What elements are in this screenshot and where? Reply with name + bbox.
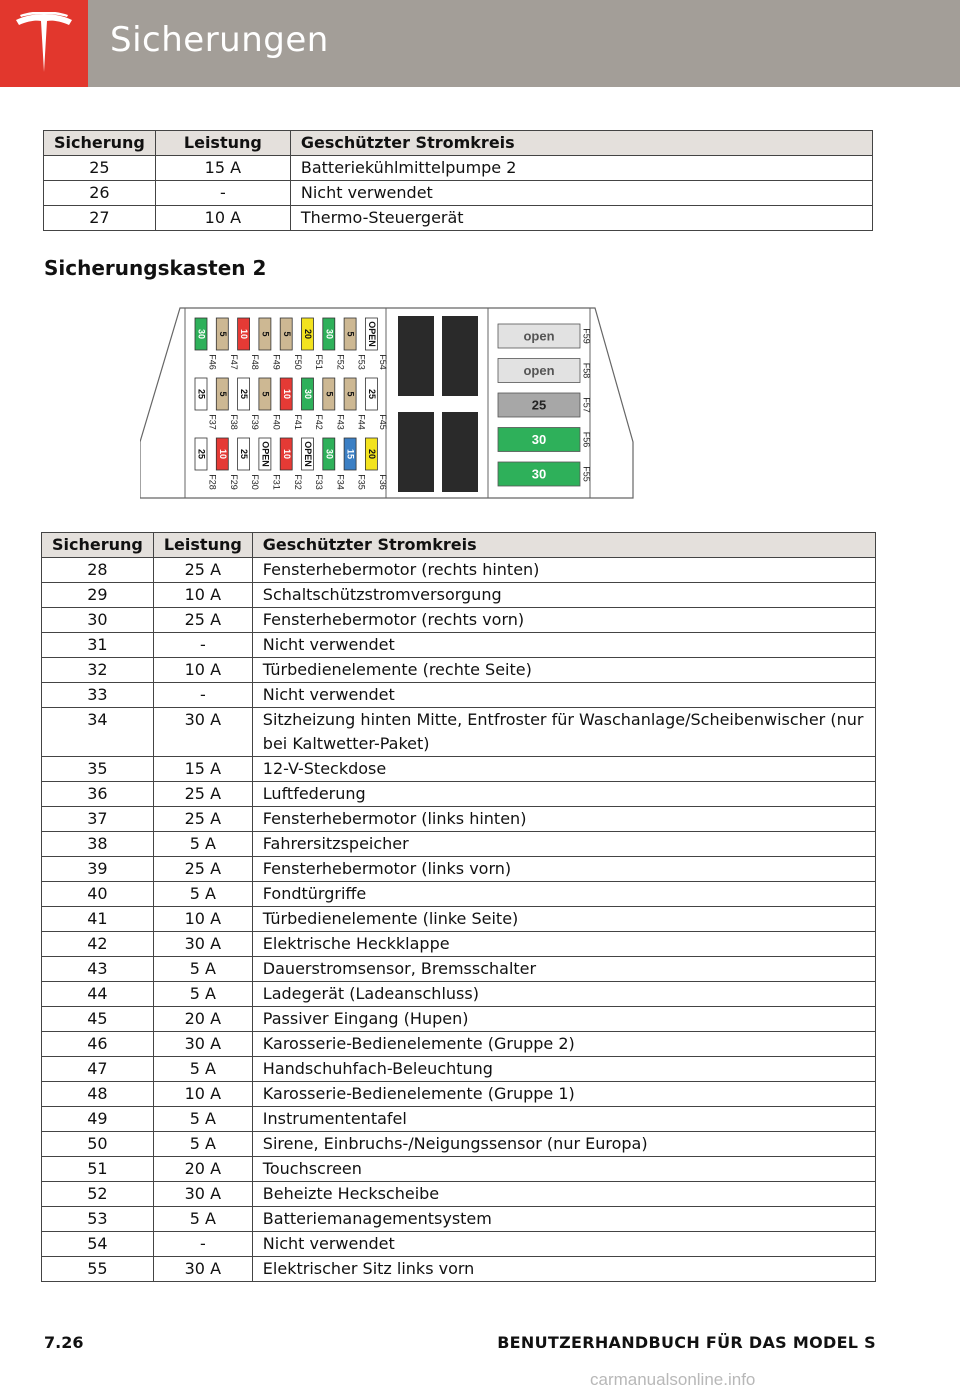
cell-rating: 30 A: [153, 1032, 252, 1057]
table-row: [42, 1232, 876, 1257]
cell-circuit: Thermo-Steuergerät: [290, 206, 872, 231]
fuse-id-label: F48: [250, 354, 261, 370]
table-row: [42, 857, 876, 882]
fuse-id-label: F44: [356, 414, 367, 430]
fuse-rating-label: 30: [196, 328, 207, 340]
cell-fuse: 29: [42, 583, 154, 608]
table-row: [42, 832, 876, 857]
col-header-rating: Leistung: [155, 131, 290, 156]
cell-fuse: 25: [44, 156, 156, 181]
fuse-id-label: F28: [207, 474, 218, 490]
fuse-rating-label: 20: [367, 448, 378, 460]
fuse-rating-label: 5: [217, 331, 228, 337]
table-row: [42, 1182, 876, 1207]
table-row: [42, 1257, 876, 1282]
cell-circuit: Luftfederung: [252, 782, 875, 807]
cell-circuit: Fondtürgriffe: [252, 882, 875, 907]
fuse-id-label: F31: [271, 474, 282, 490]
cell-fuse: 47: [42, 1057, 154, 1082]
table-row: [44, 181, 873, 206]
cell-rating: -: [153, 1232, 252, 1257]
manual-title: BENUTZERHANDBUCH FÜR DAS MODEL S: [497, 1333, 876, 1352]
fuse-id-label: F33: [314, 474, 325, 490]
fuse-id-label: F43: [335, 414, 346, 430]
fuse-id-label: F46: [207, 354, 218, 370]
fuse-box-diagram: [140, 304, 635, 500]
fuse-rating-label: 25: [196, 388, 207, 400]
fuse-id-label: F54: [378, 354, 389, 370]
cell-circuit: Sitzheizung hinten Mitte, Entfroster für Waschanlage/Scheibenwischer (nur bei Kaltwetter-Paket): [252, 708, 875, 757]
fuse-rating-label: 5: [260, 391, 271, 397]
large-fuse-F56: [498, 428, 592, 452]
fuse-id-label: F40: [271, 414, 282, 430]
cell-rating: 10 A: [153, 907, 252, 932]
cell-fuse: 27: [44, 206, 156, 231]
fuse-id-label: F37: [207, 414, 218, 430]
fuse-rating-label: 5: [324, 391, 335, 397]
cell-rating: 25 A: [153, 857, 252, 882]
cell-rating: 25 A: [153, 807, 252, 832]
table-row: [44, 156, 873, 181]
large-fuse-F57: [498, 393, 592, 417]
tesla-logo-icon: [14, 12, 74, 74]
fuse-id-label: F39: [250, 414, 261, 430]
fuse-id-label: F32: [292, 474, 303, 490]
table-row: [42, 932, 876, 957]
cell-rating: -: [153, 633, 252, 658]
cell-rating: 30 A: [153, 1257, 252, 1282]
table-row: [42, 1007, 876, 1032]
table-row: [42, 957, 876, 982]
fuse-id-label: F49: [271, 354, 282, 370]
large-fuse-F55: [498, 462, 592, 486]
cell-fuse: 49: [42, 1107, 154, 1132]
fuse-id-label: F47: [228, 354, 239, 370]
cell-circuit: 12-V-Steckdose: [252, 757, 875, 782]
fuse-rating-label: 5: [345, 391, 356, 397]
large-fuse-id-label: F58: [581, 362, 592, 379]
fuse-table-1: [43, 130, 873, 231]
table-row: [42, 1132, 876, 1157]
cell-circuit: Beheizte Heckscheibe: [252, 1182, 875, 1207]
table-row: [42, 658, 876, 683]
cell-rating: 10 A: [153, 583, 252, 608]
fuse-rating-label: OPEN: [303, 441, 314, 467]
cell-rating: 25 A: [153, 782, 252, 807]
page-number: 7.26: [44, 1333, 84, 1352]
cell-rating: 20 A: [153, 1157, 252, 1182]
cell-fuse: 38: [42, 832, 154, 857]
cell-rating: 30 A: [153, 932, 252, 957]
cell-fuse: 55: [42, 1257, 154, 1282]
fuse-rating-label: 15: [345, 448, 356, 460]
table-row: [42, 1207, 876, 1232]
cell-circuit: Nicht verwendet: [290, 181, 872, 206]
cell-rating: 30 A: [153, 1182, 252, 1207]
fuse-rating-label: 10: [281, 448, 292, 460]
cell-fuse: 54: [42, 1232, 154, 1257]
cell-rating: 10 A: [155, 206, 290, 231]
fuse-id-label: F53: [356, 354, 367, 370]
cell-rating: 25 A: [153, 558, 252, 583]
table-row: [42, 608, 876, 633]
table-row: [42, 782, 876, 807]
fuse-rating-label: 30: [303, 388, 314, 400]
fuse-rating-label: 30: [324, 328, 335, 340]
cell-fuse: 30: [42, 608, 154, 633]
table-row: [42, 882, 876, 907]
table-row: [42, 1082, 876, 1107]
large-fuse-id-label: F55: [581, 466, 592, 482]
cell-fuse: 31: [42, 633, 154, 658]
table-row: [42, 1057, 876, 1082]
cell-fuse: 32: [42, 658, 154, 683]
cell-circuit: Karosserie-Bedienelemente (Gruppe 2): [252, 1032, 875, 1057]
table-row: [42, 982, 876, 1007]
fuse-table-2: [41, 532, 876, 1282]
cell-fuse: 35: [42, 757, 154, 782]
col-header-fuse: Sicherung: [44, 131, 156, 156]
fuse-id-label: F42: [314, 414, 325, 430]
cell-rating: 5 A: [153, 882, 252, 907]
fuse-id-label: F34: [335, 474, 346, 490]
brand-logo: [0, 0, 88, 87]
cell-fuse: 36: [42, 782, 154, 807]
fuse-rating-label: 25: [367, 388, 378, 400]
fuse-id-label: F51: [314, 354, 325, 370]
large-fuse-F59: [498, 324, 592, 348]
cell-fuse: 40: [42, 882, 154, 907]
cell-fuse: 48: [42, 1082, 154, 1107]
cell-circuit: Elektrische Heckklappe: [252, 932, 875, 957]
cell-circuit: Fensterhebermotor (rechts vorn): [252, 608, 875, 633]
fuse-id-label: F50: [292, 354, 303, 370]
cell-rating: 5 A: [153, 832, 252, 857]
fuse-id-label: F38: [228, 414, 239, 430]
cell-circuit: Fensterhebermotor (links hinten): [252, 807, 875, 832]
fuse-rating-label: 5: [260, 331, 271, 337]
cell-fuse: 45: [42, 1007, 154, 1032]
fuse-id-label: F45: [378, 414, 389, 430]
cell-circuit: Handschuhfach-Beleuchtung: [252, 1057, 875, 1082]
cell-circuit: Sirene, Einbruchs-/Neigungssensor (nur Europa): [252, 1132, 875, 1157]
cell-fuse: 53: [42, 1207, 154, 1232]
cell-fuse: 41: [42, 907, 154, 932]
cell-fuse: 33: [42, 683, 154, 708]
fuse-rating-label: 5: [217, 391, 228, 397]
cell-fuse: 28: [42, 558, 154, 583]
cell-circuit: Dauerstromsensor, Bremsschalter: [252, 957, 875, 982]
fuse-rating-label: 25: [239, 448, 250, 460]
cell-circuit: Instrumententafel: [252, 1107, 875, 1132]
cell-circuit: Karosserie-Bedienelemente (Gruppe 1): [252, 1082, 875, 1107]
cell-rating: 15 A: [153, 757, 252, 782]
fuse-id-label: F52: [335, 354, 346, 370]
cell-fuse: 52: [42, 1182, 154, 1207]
table-row: [42, 907, 876, 932]
cell-fuse: 50: [42, 1132, 154, 1157]
cell-circuit: Elektrischer Sitz links vorn: [252, 1257, 875, 1282]
large-fuse-id-label: F57: [581, 397, 592, 413]
cell-circuit: Nicht verwendet: [252, 1232, 875, 1257]
fuse-rating-label: 5: [281, 331, 292, 337]
fuse-id-label: F30: [250, 474, 261, 490]
cell-rating: 20 A: [153, 1007, 252, 1032]
cell-fuse: 26: [44, 181, 156, 206]
col-header-rating: Leistung: [153, 533, 252, 558]
cell-rating: 5 A: [153, 1207, 252, 1232]
table-row: [42, 633, 876, 658]
cell-fuse: 51: [42, 1157, 154, 1182]
cell-fuse: 39: [42, 857, 154, 882]
cell-fuse: 43: [42, 957, 154, 982]
table-row: [42, 583, 876, 608]
fuse-rating-label: 10: [217, 448, 228, 460]
large-fuse-rating-label: 25: [531, 397, 547, 413]
large-fuse-rating-label: open: [523, 362, 555, 378]
header-bar: [0, 0, 960, 87]
cell-circuit: Schaltschützstromversorgung: [252, 583, 875, 608]
cell-circuit: Touchscreen: [252, 1157, 875, 1182]
fuse-id-label: F29: [228, 474, 239, 490]
cell-circuit: Nicht verwendet: [252, 683, 875, 708]
fuse-rating-label: 30: [324, 448, 335, 460]
col-header-circuit: Geschützter Stromkreis: [290, 131, 872, 156]
cell-fuse: 37: [42, 807, 154, 832]
cell-rating: 5 A: [153, 1132, 252, 1157]
col-header-fuse: Sicherung: [42, 533, 154, 558]
fuse-rating-label: OPEN: [260, 441, 271, 467]
large-fuse-rating-label: 30: [531, 466, 547, 482]
table-row: [42, 558, 876, 583]
table-row: [42, 708, 876, 757]
table-row: [42, 1032, 876, 1057]
page-title: Sicherungen: [110, 20, 329, 60]
cell-circuit: Passiver Eingang (Hupen): [252, 1007, 875, 1032]
cell-circuit: Türbedienelemente (linke Seite): [252, 907, 875, 932]
cell-circuit: Ladegerät (Ladeanschluss): [252, 982, 875, 1007]
large-fuse-id-label: F59: [581, 328, 592, 344]
cell-rating: 5 A: [153, 957, 252, 982]
cell-circuit: Türbedienelemente (rechte Seite): [252, 658, 875, 683]
fuse-rating-label: 10: [239, 328, 250, 340]
fuse-rating-label: OPEN: [367, 321, 378, 347]
table-row: [42, 683, 876, 708]
large-fuse-rating-label: open: [523, 328, 555, 344]
cell-fuse: 44: [42, 982, 154, 1007]
cell-fuse: 46: [42, 1032, 154, 1057]
cell-rating: 30 A: [153, 708, 252, 757]
cell-rating: 5 A: [153, 1057, 252, 1082]
cell-circuit: Fahrersitzspeicher: [252, 832, 875, 857]
cell-circuit: Fensterhebermotor (rechts hinten): [252, 558, 875, 583]
col-header-circuit: Geschützter Stromkreis: [252, 533, 875, 558]
fuse-id-label: F41: [292, 414, 303, 430]
cell-rating: 5 A: [153, 1107, 252, 1132]
fuse-rating-label: 20: [303, 328, 314, 340]
table-row: [42, 757, 876, 782]
cell-fuse: 42: [42, 932, 154, 957]
cell-circuit: Nicht verwendet: [252, 633, 875, 658]
watermark: carmanualsonline.info: [590, 1370, 756, 1389]
table-row: [44, 206, 873, 231]
fuse-id-label: F35: [356, 474, 367, 490]
fuse-rating-label: 10: [281, 388, 292, 400]
cell-rating: 5 A: [153, 982, 252, 1007]
cell-fuse: 34: [42, 708, 154, 757]
fuse-rating-label: 25: [196, 448, 207, 460]
cell-rating: 15 A: [155, 156, 290, 181]
table-row: [42, 1157, 876, 1182]
fuse-rating-label: 25: [239, 388, 250, 400]
cell-rating: 10 A: [153, 1082, 252, 1107]
cell-rating: -: [153, 683, 252, 708]
large-fuse-id-label: F56: [581, 431, 592, 448]
cell-circuit: Fensterhebermotor (links vorn): [252, 857, 875, 882]
large-fuse-F58: [498, 359, 592, 383]
cell-rating: -: [155, 181, 290, 206]
cell-circuit: Batteriekühlmittelpumpe 2: [290, 156, 872, 181]
large-fuse-rating-label: 30: [531, 431, 547, 447]
table-row: [42, 1107, 876, 1132]
cell-rating: 10 A: [153, 658, 252, 683]
cell-circuit: Batteriemanagementsystem: [252, 1207, 875, 1232]
table-row: [42, 807, 876, 832]
fuse-rating-label: 5: [345, 331, 356, 337]
cell-rating: 25 A: [153, 608, 252, 633]
fuse-id-label: F36: [378, 474, 389, 490]
section-title: Sicherungskasten 2: [44, 256, 267, 280]
